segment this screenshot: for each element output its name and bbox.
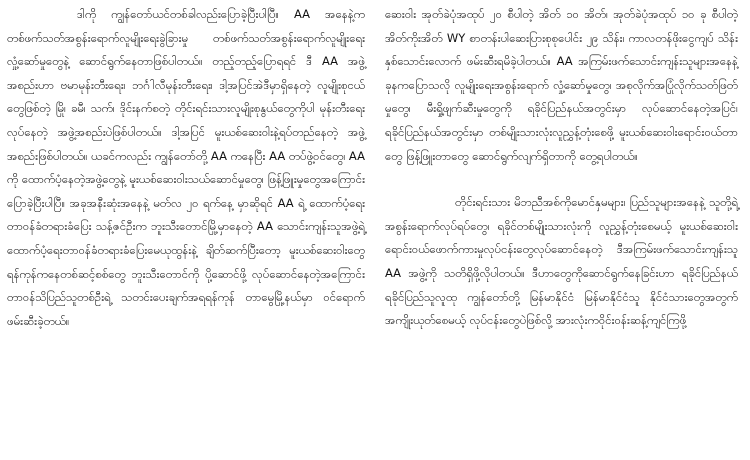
paragraph: ဒါကို ကျွန်တော်ယင်တစ်ခါလည်းပြောခဲ့ပြီးပါပြီ။ AA အနေနဲ့က တစ်ဖက်သတ်အစွန်းရောက်လူမျိုးရေးခွဲခြားမှု တစ်ဖက်သတ်အစွန်းရောက်လူမျိုးရေးလှုံ့ဆော်မှုတွေနဲ့ ဆောင်ရွက်နေတာဖြစ်ပါတယ်။ တည့်တည့်ပြောရရင် ဒီ AA အဖွဲ့အစည်းဟာ ဗမာမုန်းတီးရေး၊ ဘင်္ဂါလီမုန်းတီးရေး၊ ဒါ့အပြင်အဲဒီမှာရှိနေတဲ့ လူမျိုးစုငယ်တွေဖြစ်တဲ့ မြို၊ ခမီ၊ သက်၊ ဒိုင်းနက်စတဲ့ တိုင်းရင်းသားလူမျိုးစုနွယ်တွေကိုပါ မုန်းတီးရေးလုပ်နေတဲ့ အဖွဲ့အစည်းပဲဖြစ်ပါတယ်။ ဒါ့အပြင် မူးယစ်ဆေးဝါးနဲ့ရပ်တည်နေတဲ့ အဖွဲ့အစည်းဖြစ်ပါတယ်။ ယခင်ကလည်း ကျွန်တော်တို့ AA ကနေပြီး AA တပ်ဖွဲ့ဝင်တွေ၊ AA ကို ထောက်ပံ့နေတဲ့အဖွဲ့တွေနဲ့ မူးယစ်ဆေးဝါးသယ်ဆောင်မှုတွေ၊ ဖြန့်ဖြူးမှုတွေအကြောင်း ပြောခဲ့ပြီးပါပြီ။ အခုအနီးဆုံးအနေနဲ့ မတ်လ ၂၀ ရက်နေ့ မှာဆိုရင် AA ရဲ့ ထောက်ပံ့ရေးတာဝန်ခံတရားခံပြေး သန့်ဇင်ဦးက ဘူးသီးတောင်မြို့မှာနေတဲ့ AA သောင်းကျန်းသူအဖွဲ့ရဲ့ထောက်ပံ့ရေးတာဝန်ခံတရားခံပြေးမေယုထွန်းနဲ့ ချိတ်ဆက်ပြီးတော့ မူးယစ်ဆေးဝါးတွေ ရန်ကုန်ကနေတစ်ဆင့်စစ်တွေ ဘူးသီးတောင်ကို ပို့ဆောင်ဖို့ လုပ်ဆောင်နေတဲ့အကြောင်း တာဝန်သိပြည်သူတစ်ဦးရဲ့ သတင်းပေးချက်အရရန်ကုန် တာမွေမြို့နယ်မှာ ဝင်ရောက်ဖမ်းဆီးခဲ့တယ်။ <box>7 7 365 328</box>
paragraph: တိုင်းရင်းသား မိဘညီအစ်ကိုမောင်နှမများ၊ ပြည်သူများအနေနဲ့ သူတို့ရဲ့အစွန်းရောက်လုပ်ရပ်တွေ၊ ရခိုင်တစ်မျိုးသားလုံးကို လူညွှန့်တုံးစေမယ့် မူးယစ်ဆေးဝါးရောင်းဝယ်ဖောက်ကားမှုလုပ်ငန်းတွေလုပ်ဆောင်နေတဲ့ ဒီအကြမ်းဖက်သောင်းကျန်းသူ AA အဖွဲ့ကို သတိရှိဖို့လိုပါတယ်။ ဒီဟာတွေကိုဆောင်ရွက်နေခြင်းဟာ ရခိုင်ပြည်နယ် ရခိုင်ပြည်သူလူထု ကျွန်တော်တို့ မြန်မာနိုင်ငံ မြန်မာနိုင်ငံသူ နိုင်ငံသားတွေအတွက် အကျိုးယုတ်စေမယ့် လုပ်ငန်းတွေပဲဖြစ်လို့ အားလုံးကဝိုင်းဝန်းဆန့်ကျင်ကြဖို့ <box>385 195 738 328</box>
right-column <box>385 3 738 333</box>
paragraph: ဆေးဝါး အုတ်ခဲပုံအထုပ် ၂၀ စီပါတဲ့ အိတ် ၁၀ အိတ်၊ အုတ်ခဲပုံအထုပ် ၁၀ ခု စီပါတဲ့ အိတ်ကိုးအိတ် WY စာတန်းပါဆေးပြားစုစုပေါင်း ၂၉ သိန်း၊ ကာလတန်ဖိုးငွေကျပ် သိန်းနှစ်သောင်းလောက် ဖမ်းဆီးရမိခဲ့ပါတယ်။ AA အကြမ်းဖက်သောင်းကျန်းသူများအနေနဲ့ ခုနကပြောသလို လူမျိုးရေးအစွန်းရောက် လှုံ့ဆော်မှုတွေ၊ အစုလိုက်အပြုံလိုက်သတ်ဖြတ်မှုတွေ၊ မီးရှို့ဖျက်ဆီးမှုတွေကို ရခိုင်ပြည်နယ်အတွင်းမှာ လုပ်ဆောင်နေတဲ့အပြင်၊ ရခိုင်ပြည်နယ်အတွင်းမှာ တစ်မျိုးသားလုံးလူညွှန့်တုံးစေဖို့ မူးယစ်ဆေးဝါးရောင်းဝယ်တာတွေ ဖြန့်ဖြူးတာတွေ ဆောင်ရွက်လျက်ရှိတာကို တွေ့ရပါတယ်။ <box>385 7 738 163</box>
left-column <box>7 3 365 333</box>
